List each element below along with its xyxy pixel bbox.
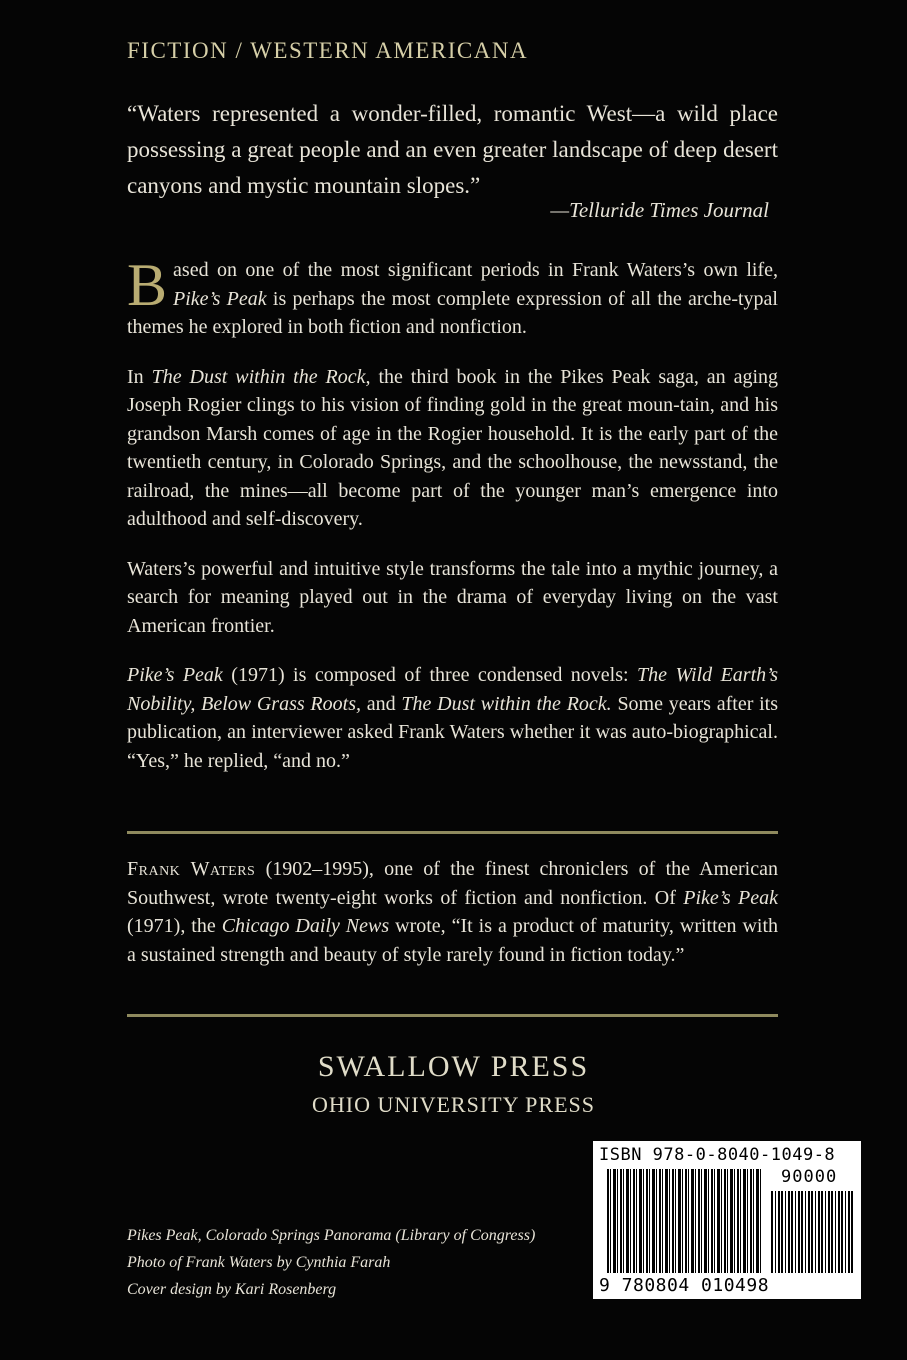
barcode <box>593 1141 861 1299</box>
divider-bottom <box>127 1014 778 1017</box>
paragraph-2: In The Dust within the Rock, the third book in the Pikes Peak saga, an aging Joseph Rogier clings to his vision of finding gold in the great moun-tain, and his grandson Marsh comes of age in the Rogier household. It is the early part of the twentieth century, in Colorado Springs, and the schoolhouse, the newsstand, the railroad, the mines—all become part of the younger man’s emergence into adulthood and self-discovery. <box>127 365 779 530</box>
barcode-bars <box>607 1169 763 1273</box>
author-bio: Frank Waters (1902–1995), one of the finest chroniclers of the American Southwest, wrote twenty-eight works of fiction and nonfiction. Of Pike’s Peak (1971), the Chicago Daily News wrote, “It is a product of maturity, written with a sustained strength and beauty of style rarely found in fiction today.” <box>127 858 779 966</box>
divider-top <box>127 831 778 834</box>
credit-line: Cover design by Kari Rosenberg <box>127 1281 337 1298</box>
barcode-addon-bars <box>771 1191 853 1273</box>
paragraph-1: Based on one of the most significant periods in Frank Waters’s own life, Pike’s Peak is perhaps the most complete expression of all the arche-typal themes he explored in both fiction and nonfiction. <box>127 252 778 338</box>
barcode-addon-number: 90000 <box>781 1167 838 1187</box>
paragraph-4: Pike’s Peak (1971) is composed of three condensed novels: The Wild Earth’s Nobility, Below Grass Roots, and The Dust within the Rock. Some years after its publication, an interviewer asked Frank Waters whether it was auto-biographical. “Yes,” he replied, “and no.” <box>127 664 779 772</box>
quote-attribution: —Telluride Times Journal <box>550 198 769 222</box>
ean-number: 9 780804 010498 <box>599 1275 770 1296</box>
drop-cap: B <box>127 252 168 318</box>
category-label: FICTION / WESTERN AMERICANA <box>127 38 529 63</box>
author-name: Frank Waters <box>127 858 256 880</box>
credits <box>127 1222 535 1303</box>
paragraph-3: Waters’s powerful and intuitive style transforms the tale into a mythic journey, a search for meaning played out in the drama of everyday living on the vast American frontier. <box>127 557 778 637</box>
description <box>127 252 779 796</box>
blurb-quote: “Waters represented a wonder-filled, romantic West—a wild place possessing a great people and an even greater landscape of deep desert canyons and mystic mountain slopes.” <box>127 101 778 198</box>
isbn-label: ISBN 978-0-8040-1049-8 <box>599 1145 836 1165</box>
publisher-imprint: SWALLOW PRESS <box>317 1050 590 1083</box>
credit-line: Photo of Frank Waters by Cynthia Farah <box>127 1254 391 1271</box>
credit-line: Pikes Peak, Colorado Springs Panorama (Library of Congress) <box>127 1227 536 1244</box>
publisher-parent: OHIO UNIVERSITY PRESS <box>312 1092 595 1117</box>
